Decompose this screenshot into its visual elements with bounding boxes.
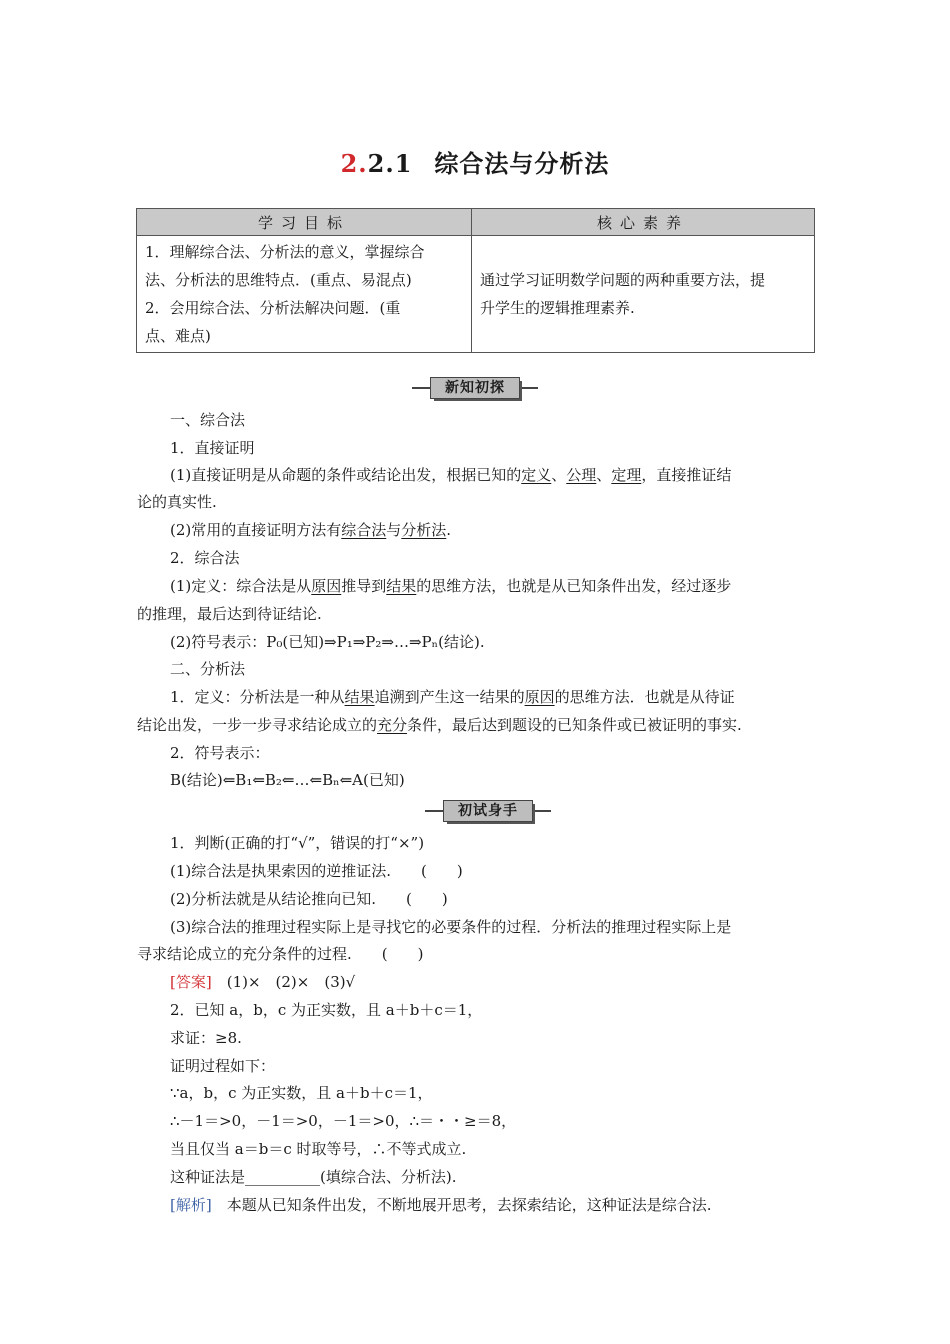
goal-line: 法、分析法的思维特点．(重点、易混点) bbox=[145, 271, 412, 289]
section-banner-first-try bbox=[425, 800, 551, 822]
question-line: (3)综合法的推理过程实际上是寻找它的必要条件的过程．分析法的推理过程实际上是 bbox=[170, 918, 732, 936]
section-heading: 二、分析法 bbox=[170, 660, 246, 678]
title-number: 2.1 bbox=[367, 149, 413, 178]
subsection-heading: 2．综合法 bbox=[170, 549, 240, 567]
proof-line: ∵a，b，c 为正实数，且 a＋b＋c＝1， bbox=[170, 1084, 433, 1102]
paragraph-line: 1．定义：分析法是一种从结果追溯到产生这一结果的原因的思维方法．也就是从待证 bbox=[170, 688, 735, 706]
proof-line: ∴－1＝>0，－1＝>0，－1＝>0，∴＝・・≥＝8， bbox=[170, 1112, 517, 1130]
answer-line bbox=[170, 971, 355, 992]
banner-label: 初试身手 bbox=[443, 800, 533, 822]
title-number-red: 2. bbox=[340, 149, 368, 178]
question-line: 1．判断(正确的打“√”，错误的打“×”) bbox=[170, 834, 425, 852]
question-line: 2．已知 a，b，c 为正实数，且 a＋b＋c＝1， bbox=[170, 1001, 483, 1019]
header-core-literacy: 核心素养 bbox=[472, 209, 815, 236]
learning-goals-cell bbox=[137, 236, 472, 353]
paragraph-line: 论的真实性. bbox=[137, 493, 217, 511]
goal-line: 2．会用综合法、分析法解决问题．(重 bbox=[145, 299, 401, 317]
title-text: 综合法与分析法 bbox=[434, 149, 610, 178]
proof-line: 当且仅当 a＝b＝c 时取等号，∴不等式成立. bbox=[170, 1140, 467, 1158]
paragraph-line: (1)直接证明是从命题的条件或结论出发，根据已知的定义、公理、定理，直接推证结 bbox=[170, 466, 732, 484]
section-banner-new-knowledge bbox=[412, 377, 538, 399]
section-heading: 一、综合法 bbox=[170, 411, 246, 429]
literacy-line: 通过学习证明数学问题的两种重要方法，提 bbox=[480, 271, 766, 289]
analysis-tag: [解析] bbox=[170, 1196, 212, 1214]
goal-line: 1．理解综合法、分析法的意义，掌握综合 bbox=[145, 243, 425, 261]
formula-line: B(结论)⇐B₁⇐B₂⇐…⇐Bₙ⇐A(已知) bbox=[170, 771, 405, 789]
question-line: (1)综合法是执果索因的逆推证法. ( ) bbox=[170, 862, 463, 880]
answer-text: (1)× (2)× (3)√ bbox=[211, 973, 356, 991]
paragraph-line: (2)常用的直接证明方法有综合法与分析法. bbox=[170, 521, 452, 539]
subsection-heading: 1．直接证明 bbox=[170, 439, 255, 457]
answer-tag: [答案] bbox=[170, 973, 212, 991]
analysis-line bbox=[170, 1194, 712, 1215]
core-literacy-cell bbox=[472, 236, 815, 353]
learning-goals-table bbox=[136, 208, 815, 353]
literacy-line: 升学生的逻辑推理素养. bbox=[480, 299, 635, 317]
question-line: (2)分析法就是从结论推向已知. ( ) bbox=[170, 890, 448, 908]
paragraph-line: (1)定义：综合法是从原因推导到结果的思维方法，也就是从已知条件出发，经过逐步 bbox=[170, 577, 732, 595]
question-line: 寻求结论成立的充分条件的过程. ( ) bbox=[137, 945, 424, 963]
subsection-heading: 2．符号表示： bbox=[170, 744, 270, 762]
fill-blank-line: 这种证法是__________(填综合法、分析法). bbox=[170, 1168, 457, 1186]
header-learning-goals: 学习目标 bbox=[137, 209, 472, 236]
paragraph-line: 结论出发，一步一步寻求结论成立的充分条件，最后达到题设的已知条件或已被证明的事实. bbox=[137, 716, 742, 734]
paragraph-line: 的推理，最后达到待证结论. bbox=[137, 605, 322, 623]
goal-line: 点、难点) bbox=[145, 327, 211, 345]
analysis-text: 本题从已知条件出发，不断地展开思考，去探索结论，这种证法是综合法. bbox=[211, 1196, 712, 1214]
page-title bbox=[0, 144, 950, 179]
banner-label: 新知初探 bbox=[430, 377, 520, 399]
formula-line: (2)符号表示：P₀(已知)⇒P₁⇒P₂⇒…⇒Pₙ(结论). bbox=[170, 633, 485, 651]
proof-line: 证明过程如下： bbox=[170, 1057, 276, 1075]
question-line: 求证：≥8. bbox=[170, 1029, 242, 1047]
